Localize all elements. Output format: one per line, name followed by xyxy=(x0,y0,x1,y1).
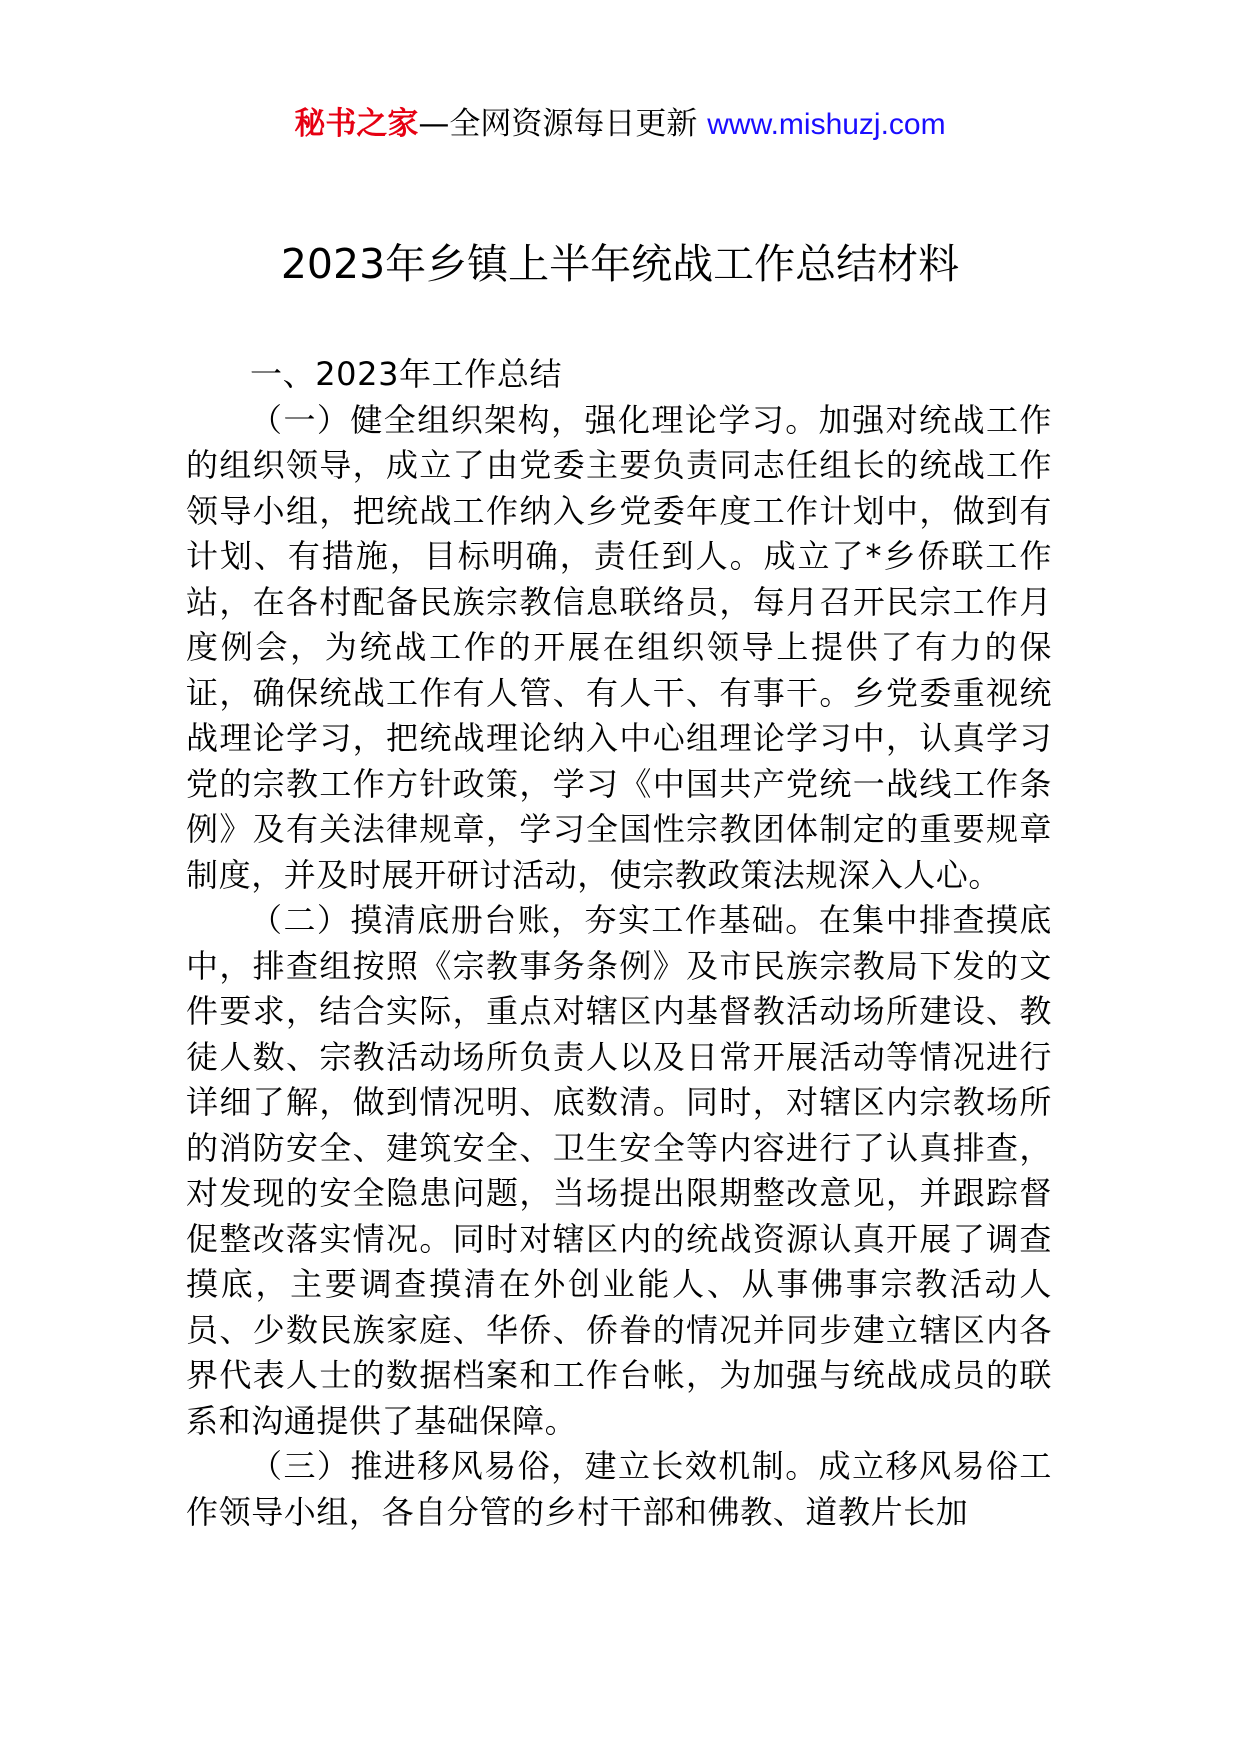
section-heading: 一、2023年工作总结 xyxy=(250,355,563,393)
site-url-link[interactable]: www.mishuzj.com xyxy=(707,108,946,141)
document-body xyxy=(186,352,1052,1535)
paragraph-3: （三）推进移风易俗，建立长效机制。成立移风易俗工作领导小组，各自分管的乡村干部和佛教、道教片长加 xyxy=(186,1447,1052,1531)
site-brand: 秘书之家 xyxy=(294,106,419,142)
paragraph-2: （二）摸清底册台账，夯实工作基础。在集中排查摸底中，排查组按照《宗教事务条例》及市民族宗教局下发的文件要求，结合实际，重点对辖区内基督教活动场所建设、教徒人数、宗教活动场所负责人以及日常开展活动等情况进行详细了解，做到情况明、底数清。同时，对辖区内宗教场所的消防安全、建筑安全、卫生安全等内容进行了认真排查，对发现的安全隐患问题，当场提出限期整改意见，并跟踪督促整改落实情况。同时对辖区内的统战资源认真开展了调查摸底，主要调查摸清在外创业能人、从事佛事宗教活动人员、少数民族家庭、华侨、侨眷的情况并同步建立辖区内各界代表人士的数据档案和工作台帐，为加强与统战成员的联系和沟通提供了基础保障。 xyxy=(186,901,1052,1440)
site-header xyxy=(0,102,1240,147)
site-tagline: —全网资源每日更新 xyxy=(418,106,708,142)
document-title: 2023年乡镇上半年统战工作总结材料 xyxy=(280,240,960,288)
paragraph-1: （一）健全组织架构，强化理论学习。加强对统战工作的组织领导，成立了由党委主要负责同志任组长的统战工作领导小组，把统战工作纳入乡党委年度工作计划中，做到有计划、有措施，目标明确，责任到人。成立了*乡侨联工作站，在各村配备民族宗教信息联络员，每月召开民宗工作月度例会，为统战工作的开展在组织领导上提供了有力的保证，确保统战工作有人管、有人干、有事干。乡党委重视统战理论学习，把统战理论纳入中心组理论学习中，认真学习党的宗教工作方针政策，学习《中国共产党统一战线工作条例》及有关法律规章，学习全国性宗教团体制定的重要规章制度，并及时展开研讨活动，使宗教政策法规深入人心。 xyxy=(186,400,1052,894)
